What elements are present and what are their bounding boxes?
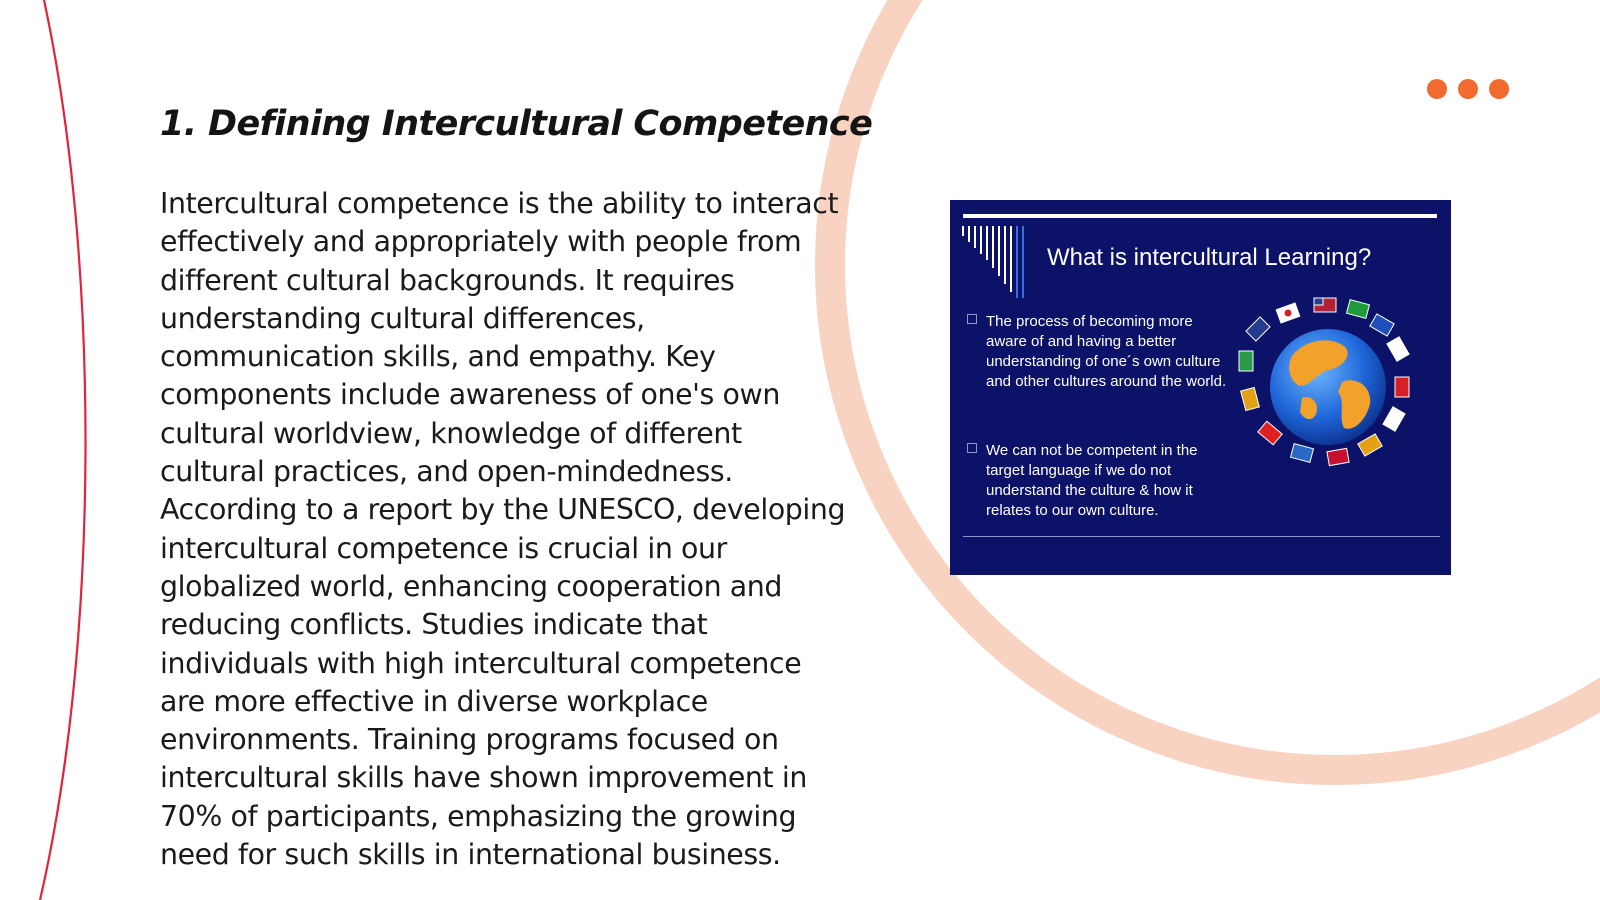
embedded-slide-image	[950, 200, 1451, 575]
three-dots-icon	[1427, 79, 1509, 99]
square-bullet-icon	[967, 314, 977, 324]
embedded-title: What is intercultural Learning?	[1047, 244, 1372, 271]
dot	[1489, 79, 1509, 99]
globe-with-flags-icon	[1230, 290, 1425, 485]
slide-title: 1. Defining Intercultural Competence	[160, 104, 873, 144]
embedded-bottom-rule	[963, 536, 1440, 537]
square-bullet-icon	[967, 443, 977, 453]
embedded-bullet-text: We can not be competent in the target language if we do not understand the culture & how it relates to our own culture.	[986, 442, 1198, 519]
embedded-bullet-text: The process of becoming more aware of and having a better understanding of one´s own culture and other cultures around the world.	[986, 313, 1227, 390]
stripes-ornament	[961, 222, 1033, 302]
embedded-top-rule	[963, 214, 1437, 218]
left-red-curve	[40, 0, 86, 900]
embedded-bullet	[967, 312, 1229, 392]
slide-body-text: Intercultural competence is the ability to interact effectively and appropriately with people from different cultural backgrounds. It requires understanding cultural differences, communication skills, and empathy. Key components include awareness of one's own cultural worldview, knowledge of different cultural practices, and open-mindedness. According to a report by the UNESCO, developing intercultural competence is crucial in our globalized world, enhancing cooperation and reducing conflicts. Studies indicate that individuals with high intercultural competence are more effective in diverse workplace environments. Training programs focused on intercultural skills have shown improvement in 70% of participants, emphasizing the growing need for such skills in international business.	[160, 187, 846, 872]
dot	[1427, 79, 1447, 99]
dot	[1458, 79, 1478, 99]
embedded-bullet	[967, 441, 1229, 521]
